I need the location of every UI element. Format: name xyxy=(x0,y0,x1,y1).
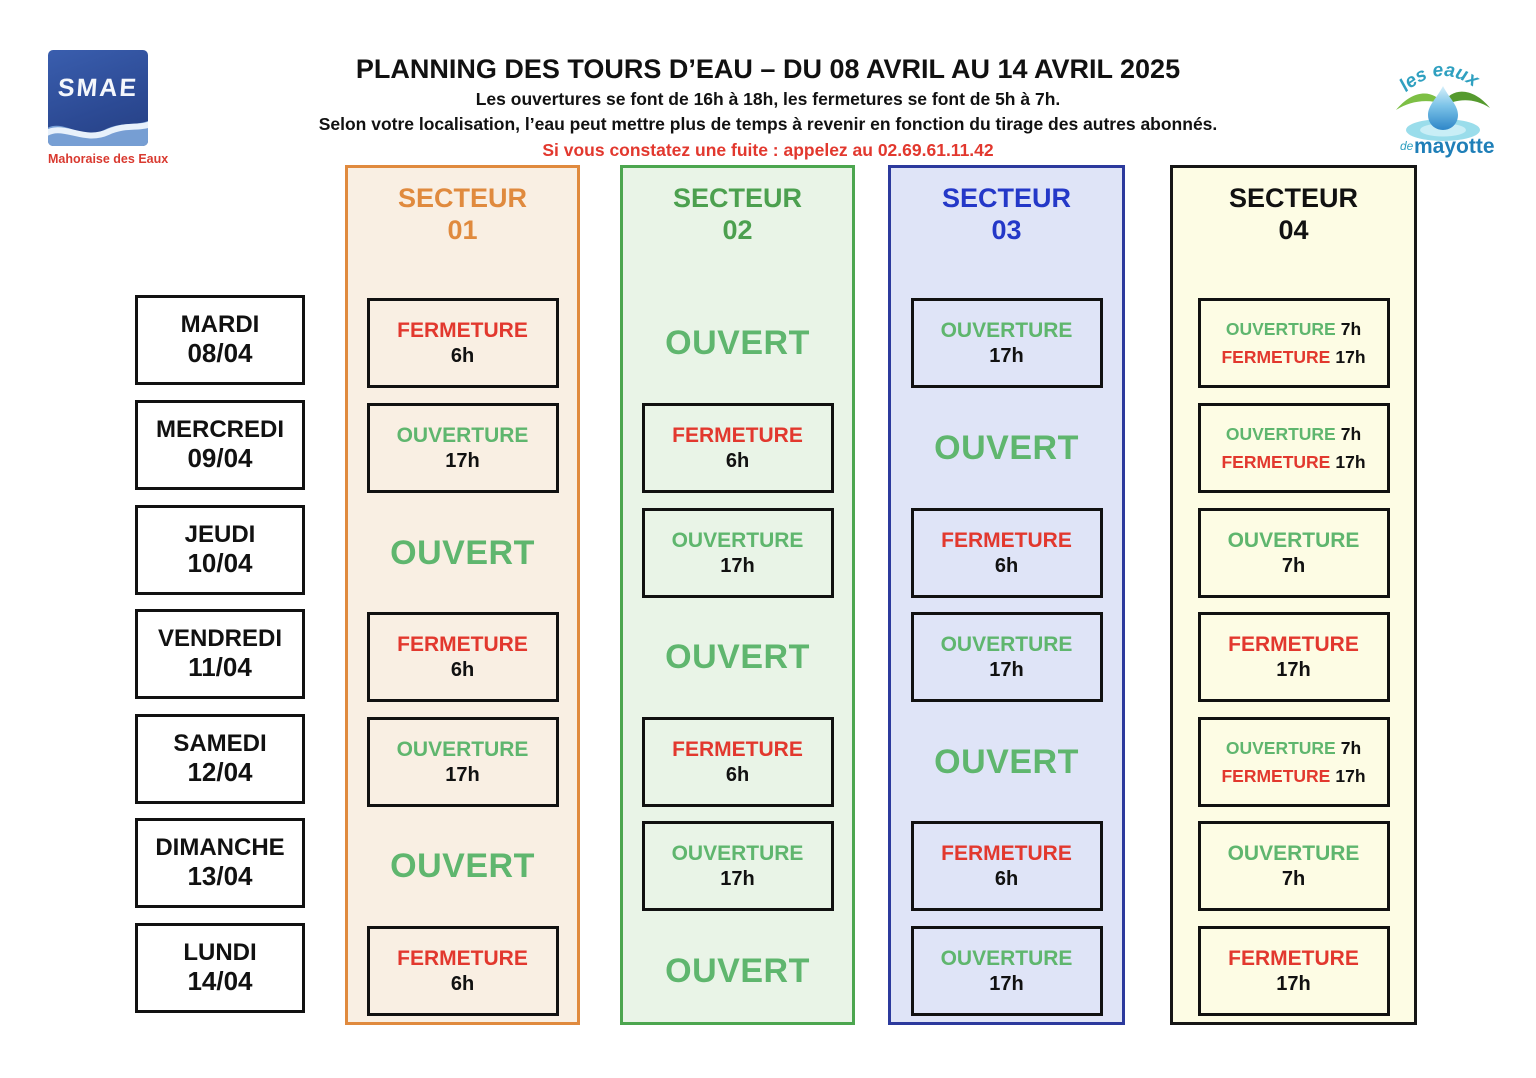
status-label: OUVERT xyxy=(934,742,1079,781)
day-dimanche xyxy=(135,818,305,908)
cell-vendredi-s1 xyxy=(367,612,559,702)
status-label: FERMETURE xyxy=(397,632,528,656)
status-time: 6h xyxy=(994,555,1019,578)
day-samedi xyxy=(135,714,305,804)
day-date: 08/04 xyxy=(187,337,253,368)
sector-04-header xyxy=(1173,182,1414,247)
cell-dimanche-s3 xyxy=(911,821,1103,911)
sector-03-column xyxy=(888,165,1125,1025)
status-label: OUVERTURE xyxy=(1225,738,1336,759)
sector-02-column xyxy=(620,165,855,1025)
cell-mardi-s4 xyxy=(1198,298,1390,388)
status-label: OUVERT xyxy=(934,428,1079,467)
page-title: PLANNING DES TOURS D’EAU – DU 08 AVRIL AU 14 AVRIL 2025 xyxy=(355,54,1181,84)
opening-line xyxy=(1226,735,1361,761)
cell-vendredi-s2 xyxy=(623,612,852,702)
status-time: 7h xyxy=(1281,868,1306,891)
closing-line xyxy=(1221,344,1365,370)
cell-lundi-s4 xyxy=(1198,926,1390,1016)
cell-samedi-s1 xyxy=(367,717,559,807)
status-label: FERMETURE xyxy=(397,318,528,342)
sector-number: 01 xyxy=(447,215,478,246)
status-label: FERMETURE xyxy=(941,528,1072,552)
cell-mardi-s1 xyxy=(367,298,559,388)
status-time: 17h xyxy=(989,345,1024,368)
cell-mercredi-s2 xyxy=(642,403,834,493)
status-time: 17h xyxy=(445,450,480,473)
cell-mercredi-s1 xyxy=(367,403,559,493)
sector-02-header xyxy=(623,182,852,247)
day-lundi xyxy=(135,923,305,1013)
status-time: 6h xyxy=(450,659,475,682)
status-label: FERMETURE xyxy=(672,423,803,447)
eaux-de-mayotte-logo xyxy=(1388,44,1498,160)
status-label: OUVERT xyxy=(665,951,810,990)
status-label: OUVERTURE xyxy=(940,318,1073,342)
status-time: 7h xyxy=(1281,555,1306,578)
subtitle-hours: Les ouvertures se font de 16h à 18h, les fermetures se font de 5h à 7h. xyxy=(475,89,1061,109)
status-time: 17h xyxy=(1335,451,1366,472)
cell-lundi-s3 xyxy=(911,926,1103,1016)
sector-01-header xyxy=(348,182,577,247)
status-time: 6h xyxy=(450,973,475,996)
status-time: 17h xyxy=(720,868,755,891)
status-time: 6h xyxy=(994,868,1019,891)
day-name: JEUDI xyxy=(184,521,256,549)
opening-line xyxy=(1226,421,1361,447)
cell-samedi-s2 xyxy=(642,717,834,807)
day-column xyxy=(135,165,305,1025)
status-time: 17h xyxy=(1276,659,1311,682)
day-mardi xyxy=(135,295,305,385)
status-time: 17h xyxy=(1335,765,1366,786)
sector-03-header xyxy=(891,182,1122,247)
status-label: FERMETURE xyxy=(1228,946,1359,970)
status-time: 7h xyxy=(1340,424,1362,445)
day-date: 14/04 xyxy=(187,965,253,996)
status-label: FERMETURE xyxy=(1221,765,1331,786)
status-label: FERMETURE xyxy=(672,737,803,761)
sector-number: 02 xyxy=(722,215,753,246)
sector-label: SECTEUR xyxy=(1228,183,1358,213)
cell-jeudi-s4 xyxy=(1198,508,1390,598)
status-label: OUVERTURE xyxy=(1227,528,1360,552)
status-label: FERMETURE xyxy=(1221,346,1331,367)
sector-label: SECTEUR xyxy=(672,183,802,213)
status-time: 7h xyxy=(1340,319,1362,340)
status-time: 6h xyxy=(725,764,750,787)
subtitle-note: Selon votre localisation, l’eau peut mettre plus de temps à revenir en fonction du tirage des autres abonnés. xyxy=(318,114,1218,134)
smae-logo-text: SMAE xyxy=(56,74,140,102)
mayotte-name-text: mayotte xyxy=(1414,135,1495,158)
sector-number: 04 xyxy=(1278,215,1309,246)
day-date: 09/04 xyxy=(187,442,253,473)
water-drop-icon xyxy=(1428,86,1458,130)
day-date: 12/04 xyxy=(187,756,253,787)
cell-mercredi-s4 xyxy=(1198,403,1390,493)
day-date: 10/04 xyxy=(187,547,253,578)
mayotte-de-text: de xyxy=(1400,139,1414,153)
status-label: OUVERTURE xyxy=(940,632,1073,656)
opening-line xyxy=(1226,316,1361,342)
day-date: 11/04 xyxy=(188,651,252,682)
cell-samedi-s3 xyxy=(891,717,1122,807)
sector-label: SECTEUR xyxy=(397,183,527,213)
mayotte-arc-text: les eaux xyxy=(1395,59,1483,97)
closing-line xyxy=(1221,763,1365,789)
cell-samedi-s4 xyxy=(1198,717,1390,807)
day-vendredi xyxy=(135,609,305,699)
sector-number: 03 xyxy=(991,215,1022,246)
status-time: 17h xyxy=(989,659,1024,682)
status-label: OUVERTURE xyxy=(940,946,1073,970)
status-label: OUVERTURE xyxy=(396,423,529,447)
status-label: OUVERTURE xyxy=(396,737,529,761)
day-name: SAMEDI xyxy=(173,730,267,758)
cell-vendredi-s3 xyxy=(911,612,1103,702)
status-label: OUVERT xyxy=(390,533,535,572)
status-label: FERMETURE xyxy=(397,946,528,970)
status-label: FERMETURE xyxy=(1221,451,1331,472)
sector-01-column xyxy=(345,165,580,1025)
status-label: OUVERTURE xyxy=(671,528,804,552)
status-label: FERMETURE xyxy=(1228,632,1359,656)
header-titles xyxy=(0,54,1536,161)
cell-mercredi-s3 xyxy=(891,403,1122,493)
sector-label: SECTEUR xyxy=(941,183,1071,213)
cell-dimanche-s4 xyxy=(1198,821,1390,911)
status-label: OUVERT xyxy=(665,637,810,676)
day-name: MARDI xyxy=(180,311,260,339)
status-time: 17h xyxy=(1276,973,1311,996)
status-label: OUVERT xyxy=(390,846,535,885)
leak-alert-phone: Si vous constatez une fuite : appelez au 02.69.61.11.42 xyxy=(542,140,994,160)
day-jeudi xyxy=(135,505,305,595)
status-label: OUVERT xyxy=(665,323,810,362)
status-label: FERMETURE xyxy=(941,841,1072,865)
cell-dimanche-s1 xyxy=(348,821,577,911)
cell-jeudi-s3 xyxy=(911,508,1103,598)
status-label: OUVERTURE xyxy=(671,841,804,865)
status-time: 17h xyxy=(1335,346,1366,367)
cell-lundi-s2 xyxy=(623,926,852,1016)
status-time: 17h xyxy=(720,555,755,578)
status-label: OUVERTURE xyxy=(1225,424,1336,445)
sector-04-column xyxy=(1170,165,1417,1025)
status-time: 17h xyxy=(989,973,1024,996)
cell-vendredi-s4 xyxy=(1198,612,1390,702)
status-time: 6h xyxy=(450,345,475,368)
status-time: 7h xyxy=(1340,738,1362,759)
status-label: OUVERTURE xyxy=(1227,841,1360,865)
cell-lundi-s1 xyxy=(367,926,559,1016)
closing-line xyxy=(1221,449,1365,475)
smae-logo-caption: Mahoraise des Eaux xyxy=(48,152,169,166)
cell-mardi-s2 xyxy=(623,298,852,388)
day-name: MERCREDI xyxy=(155,416,284,444)
cell-mardi-s3 xyxy=(911,298,1103,388)
day-name: DIMANCHE xyxy=(155,834,285,862)
day-name: VENDREDI xyxy=(157,625,283,653)
day-name: LUNDI xyxy=(183,939,257,967)
cell-jeudi-s2 xyxy=(642,508,834,598)
day-mercredi xyxy=(135,400,305,490)
cell-dimanche-s2 xyxy=(642,821,834,911)
day-date: 13/04 xyxy=(187,860,253,891)
status-label: OUVERTURE xyxy=(1225,319,1336,340)
status-time: 17h xyxy=(445,764,480,787)
status-time: 6h xyxy=(725,450,750,473)
cell-jeudi-s1 xyxy=(348,508,577,598)
